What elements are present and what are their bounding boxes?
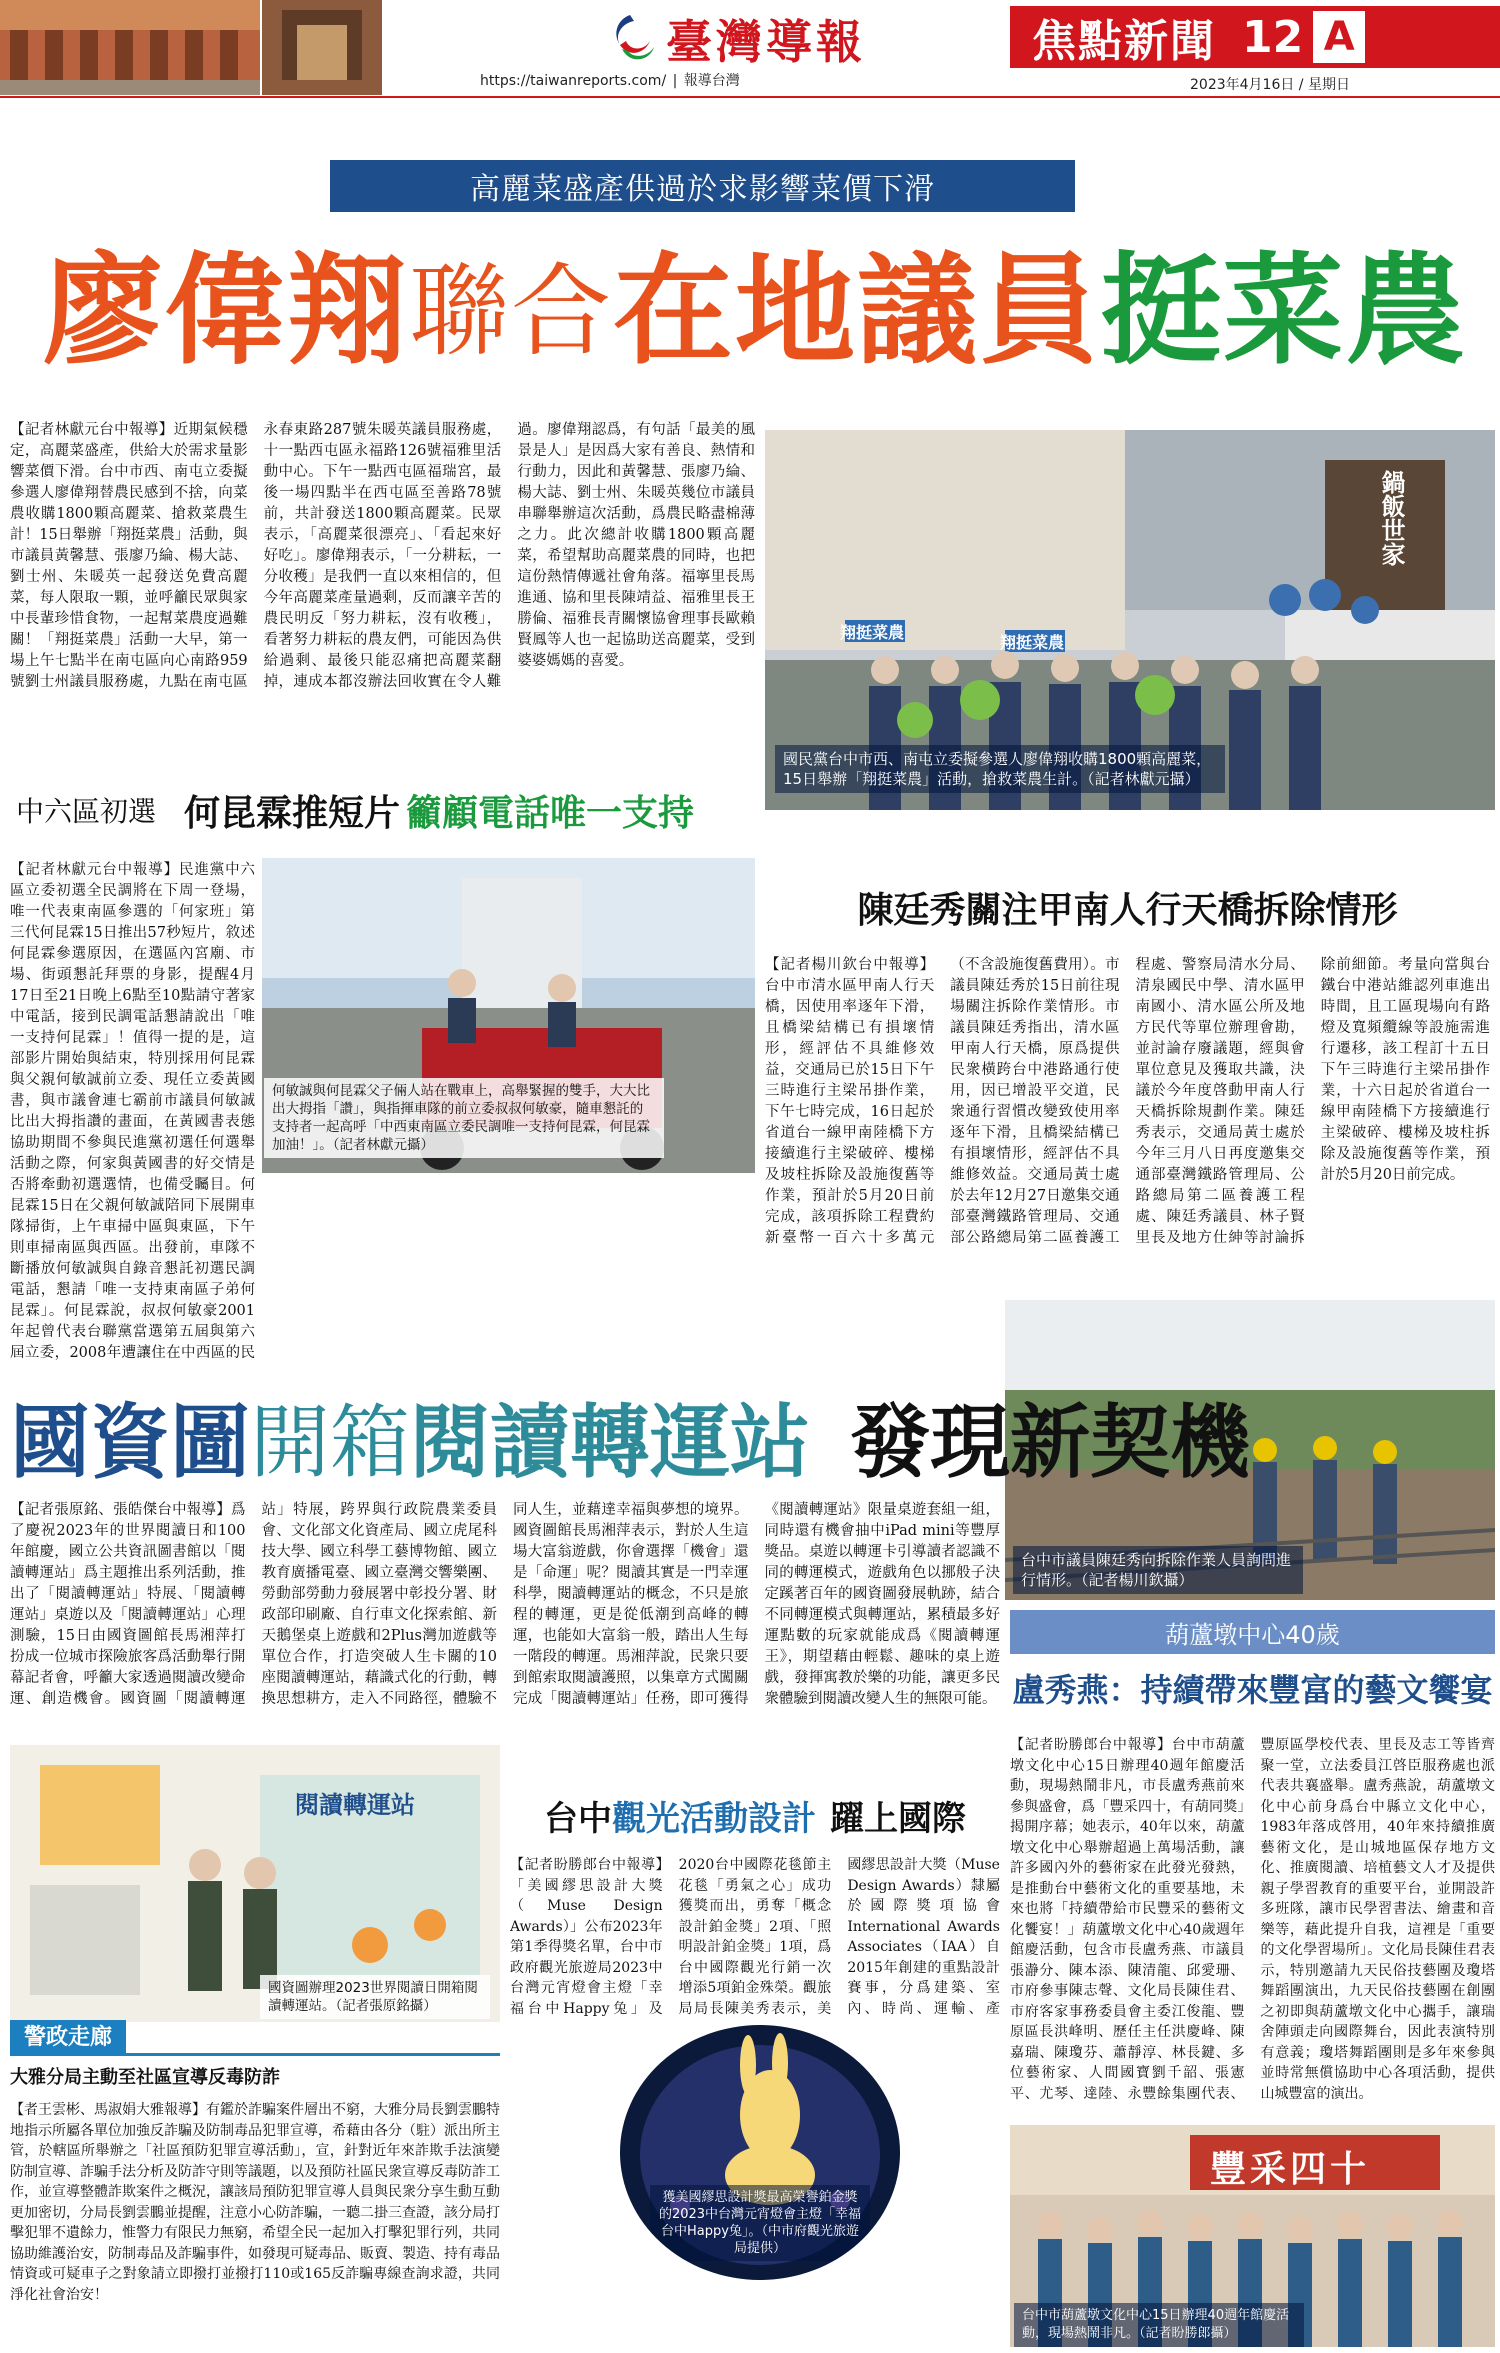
story4-body: 【記者張原銘、張皓傑台中報導】爲了慶祝2023年的世界閱讀日和100年館慶，國立公共資訊圖書館以「閱讀轉運站」爲主題推出系列活動，推出了「閱讀轉運站」特展、「閱讀轉運站」桌遊以及「閱讀轉運站」心理測驗，15日由國資圖館長馬湘萍打扮成一位城市探險旅客爲活動舉行開幕記者會，呼籲大家透過閱讀改變命運、創造機會。國資圖「閱讀轉運站」特展，跨界與行政院農業委員會、文化部文化資產局、國立虎尾科技大學、國立科學工藝博物館、國立教育廣播電臺、國立臺灣交響樂團、勞動部勞動力發展署中彰投分署、財政部印刷廠、自行車文化探索館、新天鵝堡桌上遊戲和2Plus灣加遊戲等單位合作，打造突破人生卡關的10座閱讀轉運站，藉識式化的行動，轉換思想耕方，走入不同路徑，體驗不同人生，並藉達幸福與夢想的境界。國資圖館長馬湘萍表示，對於人生這場大富翁遊戲，你會選擇「機會」還是「命運」呢？閱讀其實是一門幸運科學，閱讀轉運站的概念，不只是旅程的轉運，更是從低潮到高峰的轉運，也能如大富翁一般，踏出人生每一階段的轉運。馬湘萍說，民衆只要到館索取閱讀護照，以集章方式闖關完成「閱讀轉運站」任務，即可獲得《閱讀轉運站》限量桌遊套組一組，同時還有機會抽中iPad mini等豐厚獎品。桌遊以轉運卡引導讀者認識不同的轉運模式，遊戲角色以挪般子決定蹊著百年的國資圖發展軌跡，結合不同轉運模式與轉運站，累積最多好運點數的玩家就能成爲《閱讀轉運王》，期望藉由輕鬆、趣味的桌上遊戲，發揮寓教於樂的功能，讓更多民衆體驗到閱讀改變人生的無限可能。 [10,1502,1000,1707]
site-url-suffix: 報導台灣 [683,73,740,89]
police-label: 警政走廊 [10,2020,126,2056]
police-body: 【者王雲彬、馬淑娟大雅報導】有鑑於詐騙案件層出不窮，大雅分局長劉雲鵬特地指示所屬各單位加強反詐騙及防制毒品犯罪宣導，希藉由各分（駐）派出所主管，於轄區所舉辦之「社區預防犯罪宣導活動」，宣，針對近年來詐欺手法演變防制宣導、詐騙手法分析及防詐守則等議題，以及預防社區民衆宣導反毒防詐工作，並宣導整體詐欺案件之概況，讓該局預防犯罪宣導人員與民衆分享生動互動更加密切，分局長劉雲鵬並提醒，注意小心防詐騙，一聽二掛三查證，該分局打擊犯罪不遺餘力，惟警力有限民力無窮，希望全民一起加入打擊犯罪行列，共同協助維護治安，防制毒品及詐騙事件，如發現可疑毒品、販賣、製造、持有毒品情資或可疑車子之對象請立即撥打並撥打110或165反詐騙專線查詢求證，共同淨化社會治安！ [10,2102,500,2303]
story4-headline-part-1: 國資圖 [10,1395,250,1489]
lead-headline-part-4: 挺菜農 [1101,242,1467,381]
story2-headline-a: 何昆霖推短片 [184,792,401,834]
story3-photo-caption: 台中市議員陳廷秀向拆除作業人員詢問進行情形。（記者楊川欽攝） [1013,1546,1303,1594]
page-letter: A [1313,11,1365,63]
story5-body: 【記者盼勝郎台中報導】「美國繆思設計大獎（Muse Design Awards）」公布2023年第1季得獎名單，台中市政府觀光旅遊局2023中台灣元宵燈會主燈「幸福台中Happy兔」及2020台中國際花毯節主花毯「勇氣之心」成功獲獎而出，勇奪「概念設計鉑金獎」2項、「照明設計鉑金獎」1項，爲台中國際觀光行銷一次增添5項鉑金殊榮。觀旅局局長陳美秀表示，美國繆思設計大獎（Muse Design Awards）隸屬於國際獎項協會International Awards Associates（IAA）自2015年創建的重點設計賽事，分爲建築、室內、時尚、運輸、產 [510,1857,1000,2017]
lead-headline-part-3: 在地議員 [613,242,1101,381]
story2-headline-b: 籲顧電話唯一支持 [406,792,695,834]
lead-headline [20,232,1490,392]
story2-photo-caption: 何敏誠與何昆霖父子倆人站在戰車上，高舉緊握的雙手，大大比出大拇指「讚」，與指揮車隊的前立委叔叔何敏豪，隨車懇託的支持者一起高呼「中西東南區立委民調唯一支持何昆霖，何昆霖加油！」。（記者林獻元攝） [264,1078,664,1158]
lead-photo-caption: 國民黨台中市西、南屯立委擬參選人廖偉翔收購1800顆高麗菜，15日舉辦「翔挺菜農」活動，搶救菜農生計。（記者林獻元攝） [775,745,1225,793]
story2-tag: 中六區初選 [16,795,157,828]
story4-photo-caption: 國資圖辦理2023世界閱讀日開箱閱讀轉運站。（記者張原銘攝） [260,1975,490,2019]
site-url[interactable]: https://taiwanreports.com/ | 報導台灣 [480,73,740,89]
story2-headline-bar [10,780,755,840]
story4-board-title: 閱讀轉運站 [295,1791,415,1819]
section-title: 焦點新聞 [1032,16,1216,67]
page-number: 12 [1242,11,1304,63]
story6-photo [1010,2125,1495,2347]
lead-photo [765,430,1495,810]
masthead-rule [0,96,1500,98]
story5-headline-a: 台中 [544,1798,612,1839]
police-headline: 大雅分局主動至社區宣導反毒防詐 [10,2067,280,2088]
story4-headline [10,1380,1250,1490]
story5-headline [510,1785,1000,1845]
story4-headline-part-3: 閱讀轉運站 [410,1395,810,1489]
logo-text: 臺灣導報 [666,15,866,69]
lead-sign-1: 翔挺菜農 [840,623,905,642]
story6-banner: 豐采四十 [1210,2149,1371,2190]
story4-photo [10,1745,500,2022]
story2-body: 【記者林獻元台中報導】民進黨中六區立委初選全民調將在下周一登場，唯一代表東南區參選的「何家班」第三代何昆霖15日推出57秒短片，敘述何昆霖參選原因，在選區內宮廟、市場、街頭懇託拜票的身影，提醒4月17日至21日晚上6點至10點請守著家中電話，接到民調電話懇請說出「唯一支持何昆霖」！值得一提的是，這部影片開始與結束，特別採用何昆霖與父親何敏誠前立委、現任立委黃國書，與市議會連七霸前市議員何敏誠比出大拇指讚的畫面，在黃國書表態協助期間不參與民進黨初選任何選舉活動之際，何家與黃國書的好交情是否將牽動初選選情，也備受矚目。何昆霖15日在父親何敏誠陪同下展開車隊掃街，上午車掃中區與東區，下午則車掃南區與西區。出發前，車隊不斷播放何敏誠與自錄音懇託初選民調電話，懇請「唯一支持東南區子弟何昆霖」。何昆霖說，叔叔何敏豪2001年起曾代表台聯黨當選第五屆與第六屆立委，2008年遭讓住在中西區的民 [10,862,255,1361]
lead-sign-2: 翔挺菜農 [1000,633,1065,652]
story4-headline-part-4: 發現新契機 [850,1395,1250,1489]
lead-headline-part-2: 聯合 [409,253,613,370]
police-label-bar [10,2020,500,2056]
story6-kicker: 葫蘆墩中心40歲 [1165,1620,1340,1649]
story5-headline-b: 觀光活動設計 [612,1798,816,1839]
story6-photo-caption: 台中市葫蘆墩文化中心15日辦理40週年館慶活動，現場熱鬧非凡。（記者盼勝郎攝） [1014,2303,1304,2347]
story5-headline-c: 躍上國際 [830,1798,966,1839]
story6-headline: 盧秀燕：持續帶來豐富的藝文饗宴 [1012,1671,1493,1709]
logo [600,10,900,68]
story6-kicker-bar [1010,1610,1495,1654]
logo-emblem-icon [600,11,660,67]
lead-body: 【記者林獻元台中報導】近期氣候穩定，高麗菜盛產，供給大於需求量影響菜價下滑。台中市西、南屯立委擬參選人廖偉翔替農民感到不捨，向菜農收購1800顆高麗菜、搶救菜農生計！15日舉辦「翔挺菜農」活動，與市議員黃馨慧、張廖乃綸、楊大誌、劉士州、朱暖英一起發送免費高麗菜，每人限取一顆，並呼籲民眾與家中長輩珍惜食物，一起幫菜農度過難關！「翔挺菜農」活動一大早，第一場上午七點半在南屯區向心南路959號劉士州議員服務處，九點在南屯區永春東路287號朱暖英議員服務處，十一點西屯區永福路126號福雅里活動中心。下午一點西屯區福瑞宮，最後一場四點半在西屯區至善路78號前，共計發送1800顆高麗菜。民眾表示，「高麗菜很漂亮」、「看起來好好吃」。廖偉翔表示，「一分耕耘，一分收穫」是我們一直以來相信的，但今年高麗菜產量過剩，反而讓辛苦的農民明反「努力耕耘，沒有收穫」，看著努力耕耘的農友們，可能因為供給過剩、最後只能忍痛把高麗菜翻掉，連成本都沒辦法回收實在令人難過。廖偉翔認爲，有句話「最美的風景是人」是因爲大家有善良、熱情和行動力，因此和黃馨慧、張廖乃綸、楊大誌、劉士州、朱暖英幾位市議員串聯舉辦這次活動，爲農民略盡棉薄之力。此次總計收購1800顆高麗菜，希望幫助高麗菜農的同時，也把這份熱情傳遞社會角落。福寧里長馬進通、協和里長陳靖益、福雅里長王勝倫、福雅長青關懷協會理事長歐賴賢鳳等人也一起協助送高麗菜，受到婆婆媽媽的喜愛。 [10,422,755,690]
section-banner [1010,6,1500,68]
lead-kicker-bar [330,160,1075,212]
masthead-photo [0,0,260,95]
shop-sign: 鍋飯世家 [1377,470,1406,566]
story5-photo [620,2025,900,2280]
story2-photo [262,858,755,1173]
story4-headline-part-2: 開箱 [250,1395,410,1489]
story6-body: 【記者盼勝郎台中報導】台中市葫蘆墩文化中心15日辦理40週年館慶活動，現場熱鬧非凡，市長盧秀燕前來參與盛會，爲「豐采四十，有葫同獎」揭開序幕；她表示，40年以來，葫蘆墩文化中心舉辦超過上萬場活動，讓許多國內外的藝術家在此發光發熱，是推動台中藝術文化的重要基地，未來也將「持續帶給市民豐采的藝術文化饗宴！」葫蘆墩文化中心40歲週年館慶活動，包含市長盧秀燕、市議員張瀞分、陳本添、陳清龍、邱愛珊、市府參事陳志聲、文化局長陳佳君、市府客家事務委員會主委江俊龍、豐原區長洪峰明、歷任主任洪慶峰、陳嘉瑞、陳瓊芬、蕭靜淳、林長鍵、多位藝術家、人間國寶劉千韶、張憲平、尤琴、達陸、永豐餘集團代表、豐原區學校代表、里長及志工等皆齊聚一堂，立法委員江啓臣服務處也派代表共襄盛舉。盧秀燕說，葫蘆墩文化中心前身爲台中縣立文化中心，1983年落成啓用，40年來持續推廣藝術文化，是山城地區保存地方文化、推廣閱讀、培植藝文人才及提供親子學習教育的重要平台，並開設許多班隊，讓市民學習書法、繪畫和音樂等，藉此提升自我，這裡是「重要的文化學習場所」。文化局長陳佳君表示，特別邀請九天民俗技藝團及瓊塔舞蹈團演出，九天民俗技藝團在創團之初即與葫蘆墩文化中心攜手，讓瑞舍陣頭走向國際舞台，因此表演特別有意義；瓊塔舞蹈團則是多年來參與並時常無償協助中心各項活動，提供山城豐富的演出。 [1010,1737,1495,2102]
story3-body: 【記者楊川欽台中報導】台中市清水區甲南人行天橋，因使用率逐年下滑，且橋梁結構已有損壞情形，經評估不具維修效益，交通局已於15日下午三時進行主梁吊掛作業，下午七時完成，16日起於省道台一線甲南陸橋下方接續進行主梁破碎、樓梯及坡柱拆除及設施復舊等作業，預計於5月20日前完成，該項拆除工程費約新臺幣一百六十多萬元（不含設施復舊費用）。市議員陳廷秀於15日前往現場關注拆除作業情形。市議員陳廷秀指出，清水區甲南人行天橋，原爲提供民衆橫跨台中港路通行使用，因已增設平交道，民衆通行習慣改變致使用率逐年下滑，且橋梁結構已有損壞情形，經評估不具維修效益。交通局黃士處於去年12月27日邀集交通部臺灣鐵路管理局、交通部公路總局第二區養護工程處、警察局清水分局、清泉國民中學、清水區甲南國小、清水區公所及地方民代等單位辦理會勘，並討論存廢議題，經與會單位意見及獲取共識，決議於今年度啓動甲南人行天橋拆除規劃作業。陳廷秀表示，交通局黃士處於今年三月八日再度邀集交通部臺灣鐵路管理局、公路總局第二區養護工程處、陳廷秀議員、林子賢里長及地方仕紳等討論拆除前細節。考量向當與台鐵台中港站維認列車進出時間，且工區現場向有路燈及寬頻纜線等設施需進行遷移，該工程訂十五日下午三時進行主梁吊掛作業，十六日起於省道台一線甲南陸橋下方接續進行主梁破碎、樓梯及坡柱拆除及設施復舊等作業，預計於5月20日前完成。 [765,957,1490,1246]
story3-headline: 陳廷秀關注甲南人行天橋拆除情形 [857,889,1398,931]
issue-date: 2023年4月16日 / 星期日 [1190,77,1350,93]
masthead-photo-2 [262,0,382,95]
lead-headline-part-1: 廖偉翔 [43,242,409,381]
lead-kicker: 高麗菜盛產供過於求影響菜價下滑 [470,172,935,207]
story5-photo-caption: 獲美國繆思設計獎最高榮譽鉑金獎的2023中台灣元宵燈會主燈「幸福台中Happy兔」。（中市府觀光旅遊局提供） [650,2185,870,2261]
